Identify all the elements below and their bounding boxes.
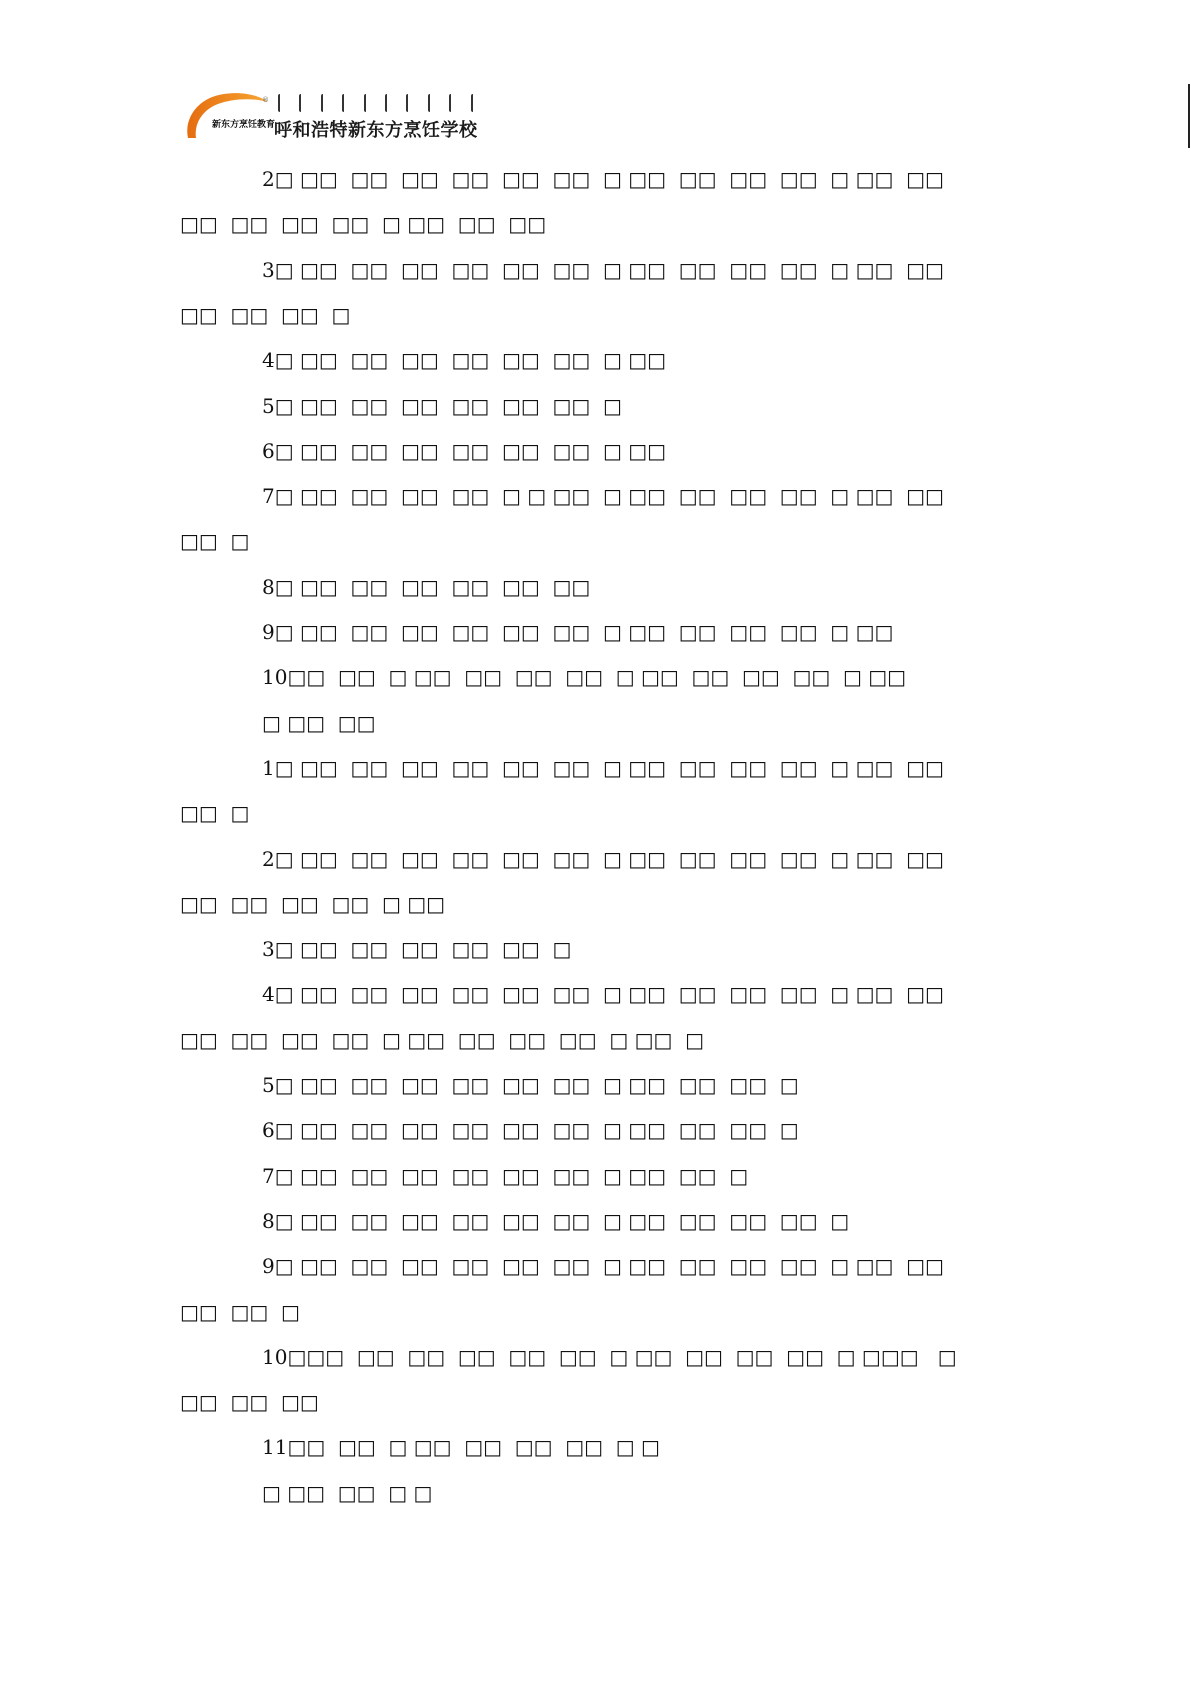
text-line: 2□ □□ □□ □□ □□ □□ □□ □ □□ □□ □□ □□ □ □□ □□ — [262, 847, 944, 871]
text-line: 4□ □□ □□ □□ □□ □□ □□ □ □□ □□ □□ □□ □ □□ □□ — [262, 982, 944, 1006]
text-line: 8□ □□ □□ □□ □□ □□ □□ □ □□ □□ □□ □□ □ — [262, 1209, 850, 1233]
text-line: □□ □ — [180, 801, 250, 825]
text-line: 6□ □□ □□ □□ □□ □□ □□ □ □□ □□ □□ □ — [262, 1118, 799, 1142]
text-line: □□ □□ □□ □ — [180, 303, 351, 327]
text-line: □□ □□ □ — [180, 1300, 300, 1324]
text-line: □ □□ □□ — [262, 711, 376, 735]
registered-mark: ® — [262, 96, 269, 104]
text-line: 5□ □□ □□ □□ □□ □□ □□ □ □□ □□ □□ □ — [262, 1073, 799, 1097]
text-line: 9□ □□ □□ □□ □□ □□ □□ □ □□ □□ □□ □□ □ □□ □□ — [262, 1254, 944, 1278]
school-name: 呼和浩特新东方烹饪学校 — [274, 120, 478, 141]
text-line: □ □□ □□ □ □ — [262, 1481, 433, 1505]
text-line: 7□ □□ □□ □□ □□ □□ □□ □ □□ □□ □ — [262, 1164, 749, 1188]
text-line: 11□□ □□ □ □□ □□ □□ □□ □ □ — [262, 1435, 660, 1459]
text-line: 7□ □□ □□ □□ □□ □ □ □□ □ □□ □□ □□ □□ □ □□ □□ — [262, 484, 944, 508]
text-line: 1□ □□ □□ □□ □□ □□ □□ □ □□ □□ □□ □□ □ □□ □□ — [262, 756, 944, 780]
text-line: □□ □□ □□ — [180, 1390, 319, 1414]
text-line: □□ □□ □□ □□ □ □□ — [180, 892, 446, 916]
text-line: 3□ □□ □□ □□ □□ □□ □ — [262, 937, 572, 961]
text-line: 2□ □□ □□ □□ □□ □□ □□ □ □□ □□ □□ □□ □ □□ □□ — [262, 167, 944, 191]
text-line: 3□ □□ □□ □□ □□ □□ □□ □ □□ □□ □□ □□ □ □□ □□ — [262, 258, 944, 282]
text-line: 8□ □□ □□ □□ □□ □□ □□ — [262, 575, 591, 599]
text-line: 9□ □□ □□ □□ □□ □□ □□ □ □□ □□ □□ □□ □ □□ — [262, 620, 894, 644]
text-line: 6□ □□ □□ □□ □□ □□ □□ □ □□ — [262, 439, 667, 463]
logo-small-text: 新东方烹饪教育 — [212, 120, 276, 130]
text-line: 10□□□ □□ □□ □□ □□ □□ □ □□ □□ □□ □□ □ □□□ □ — [262, 1345, 957, 1369]
text-line: 4□ □□ □□ □□ □□ □□ □□ □ □□ — [262, 348, 667, 372]
text-line: 10□□ □□ □ □□ □□ □□ □□ □ □□ □□ □□ □□ □ □□ — [262, 665, 907, 689]
text-line: □□ □□ □□ □□ □ □□ □□ □□ — [180, 212, 547, 236]
text-line: □□ □ — [180, 529, 250, 553]
text-line: □□ □□ □□ □□ □ □□ □□ □□ □□ □ □□ □ — [180, 1028, 704, 1052]
text-line: 5□ □□ □□ □□ □□ □□ □□ □ — [262, 394, 622, 418]
